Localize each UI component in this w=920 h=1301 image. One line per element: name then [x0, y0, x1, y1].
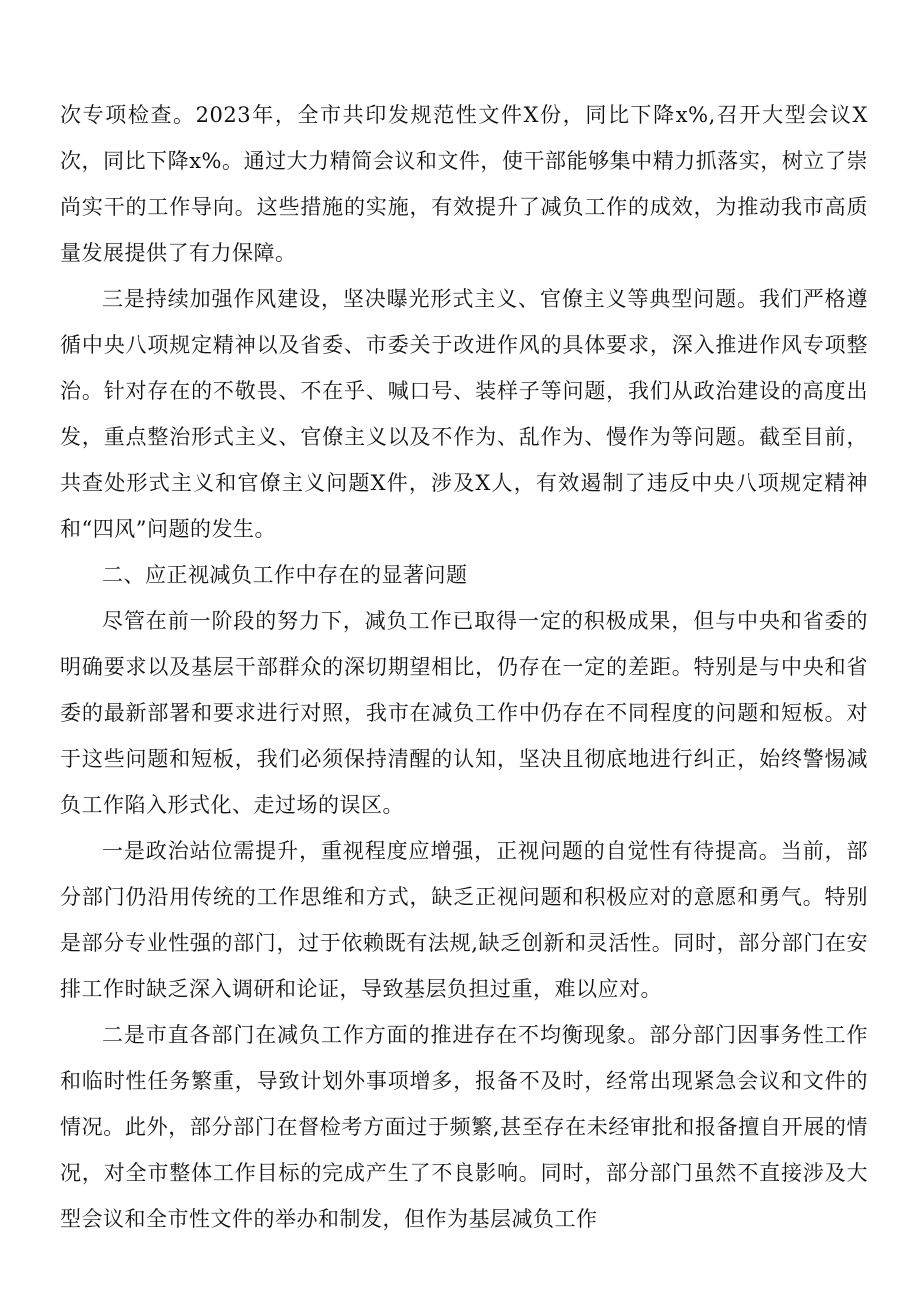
paragraph-gap-overview: 尽管在前一阶段的努力下，减负工作已取得一定的积极成果，但与中央和省委的明确要求以及基层干部群众的深切期望相比，仍存在一定的差距。特别是与中央和省委的最新部署和要求进行对照，我市在减负工作中仍存在不同程度的问题和短板。对于这些问题和短板，我们必须保持清醒的认知，坚决且彻底地进行纠正，始终警惕减负工作陷入形式化、走过场的误区。	[60, 609, 868, 817]
paragraph-style-rectification: 三是持续加强作风建设，坚决曝光形式主义、官僚主义等典型问题。我们严格遵循中央八项规定精神以及省委、市委关于改进作风的具体要求，深入推进作风专项整治。针对存在的不敬畏、不在乎、喊口号、装样子等问题，我们从政治建设的高度出发，重点整治形式主义、官僚主义以及不作为、乱作为、慢作为等问题。截至目前，共查处形式主义和官僚主义问题X件，涉及X人，有效遏制了违反中央八项规定精神和“四风”问题的发生。	[60, 287, 868, 541]
document-body	[60, 92, 868, 1242]
paragraph-continuation: 次专项检查。2023年，全市共印发规范性文件X份，同比下降x%,召开大型会议X次，同比下降x%。通过大力精简会议和文件，使干部能够集中精力抓落实，树立了崇尚实干的工作导向。这些措施的实施，有效提升了减负工作的成效，为推动我市高质量发展提供了有力保障。	[60, 103, 868, 265]
section-heading: 二、应正视减负工作中存在的显著问题	[102, 563, 468, 587]
paragraph-uneven-progress: 二是市直各部门在减负工作方面的推进存在不均衡现象。部分部门因事务性工作和临时性任务繁重，导致计划外事项增多，报备不及时，经常出现紧急会议和文件的情况。此外，部分部门在督检考方面过于频繁,甚至存在未经审批和报备擅自开展的情况，对全市整体工作目标的完成产生了不良影响。同时，部分部门虽然不直接涉及大型会议和全市性文件的举办和制发，但作为基层减负工作	[60, 1023, 868, 1231]
paragraph-political-stance: 一是政治站位需提升，重视程度应增强，正视问题的自觉性有待提高。当前，部分部门仍沿用传统的工作思维和方式，缺乏正视问题和积极应对的意愿和勇气。特别是部分专业性强的部门，过于依赖既有法规,缺乏创新和灵活性。同时，部分部门在安排工作时缺乏深入调研和论证，导致基层负担过重，难以应对。	[60, 839, 868, 1001]
